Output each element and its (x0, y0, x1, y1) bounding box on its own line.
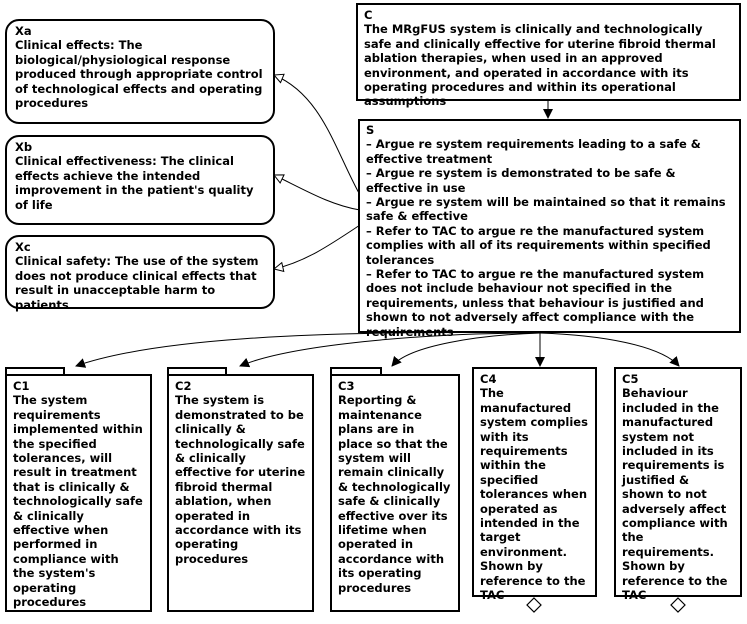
goal-id: C (364, 8, 373, 22)
subgoal-node-c4[interactable] (472, 367, 597, 603)
subgoal-text: Behaviour included in the manufactured system not included in its requirements is justified & shown to not adversely affect compliance with the requirements. Shown by reference to the TAC (622, 386, 728, 603)
strategy-id: S (366, 123, 375, 137)
context-text: Clinical safety: The use of the system does not produce clinical effects that result in unacceptable harm to patients (15, 254, 259, 312)
goal-text: The MRgFUS system is clinically and technologically safe and clinically effective for uterine fibroid thermal ablation therapies, when used in an approved environment, and operated in accordance with its operating procedures and within its operational assumptions (364, 22, 716, 109)
link-strategy-to-xa (274, 75, 360, 195)
context-id: Xa (15, 24, 32, 38)
strategy-line: – Argue re system requirements leading to a safe & effective treatment (366, 137, 701, 166)
subgoal-id: C3 (338, 379, 355, 393)
goal-node[interactable] (356, 3, 741, 109)
subgoal-text: The manufactured system complies with its requirements within the specified tolerances when operated as intended in the target environment. Shown by reference to the TAC (480, 386, 588, 603)
context-node-xa[interactable] (5, 19, 275, 124)
strategy-line: – Refer to TAC to argue re the manufactured system complies with all of its requirements within specified tolerances (366, 223, 711, 267)
strategy-node[interactable] (358, 119, 741, 339)
subgoal-node-c1[interactable] (5, 374, 152, 612)
subgoal-text: Reporting & maintenance plans are in place so that the system will remain clinically & technologically safe & clinically effective over its lifetime when operated in accordance with its operating procedures (338, 393, 451, 595)
strategy-line: – Refer to TAC to argue re the manufactured system does not include behaviour not specified in the requirements, unless that behaviour is justified and shown to not adversely affect compliance with the requirements (366, 267, 705, 339)
subgoal-text: The system requirements implemented within the specified tolerances, will result in treatment that is clinically & technologically safe & clinically effective when performed in compliance with the system's operating procedures (13, 393, 143, 610)
subgoal-node-c3[interactable] (330, 374, 460, 612)
context-node-xc[interactable] (5, 235, 275, 312)
strategy-line: – Argue re system is demonstrated to be safe & effective in use (366, 166, 676, 195)
context-text: Clinical effects: The biological/physiological response produced through appropriate control of technological effects and operating procedures (15, 38, 263, 111)
context-text: Clinical effectiveness: The clinical effects achieve the intended improvement in the patient's quality of life (15, 154, 254, 212)
subgoal-node-c5[interactable] (614, 367, 742, 603)
subgoal-id: C4 (480, 372, 497, 386)
strategy-line: – Argue re system will be maintained so that it remains safe & effective (366, 195, 726, 224)
link-strategy-to-xc (274, 225, 360, 269)
subgoal-text: The system is demonstrated to be clinically & technologically safe & clinically effective for uterine fibroid thermal ablation, when operated in accordance with its operating procedures (175, 393, 306, 566)
subgoal-node-c2[interactable] (167, 374, 314, 612)
context-id: Xb (15, 140, 33, 154)
subgoal-id: C1 (13, 379, 30, 393)
link-strategy-to-xb (274, 175, 360, 210)
subgoal-id: C5 (622, 372, 639, 386)
context-id: Xc (15, 240, 31, 254)
context-node-xb[interactable] (5, 135, 275, 225)
subgoal-id: C2 (175, 379, 192, 393)
